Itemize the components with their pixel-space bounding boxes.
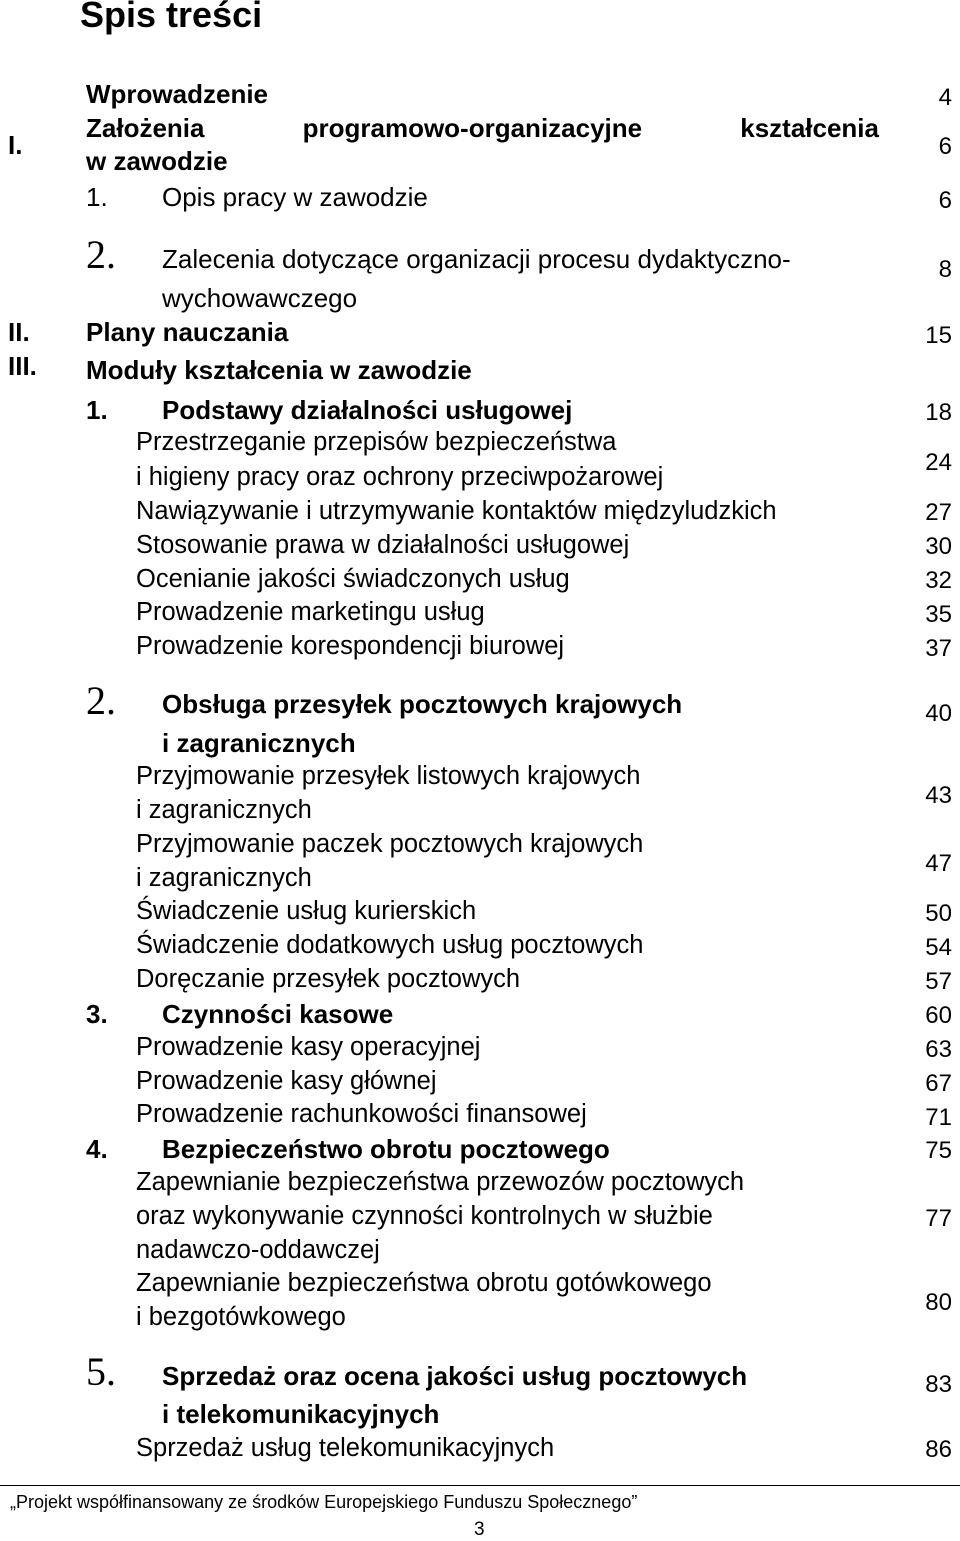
toc-entry-opis-pracy[interactable]: Opis pracy w zawodzie: [162, 182, 428, 212]
toc-page-zalecenia: 8: [938, 256, 952, 283]
toc-entry-plany[interactable]: Plany nauczania: [86, 317, 289, 347]
unit-entry-line2: i zagranicznych: [136, 864, 312, 892]
toc-entry-moduly[interactable]: Moduły kształcenia w zawodzie: [86, 355, 472, 385]
unit-entry[interactable]: Sprzedaż usług telekomunikacyjnych: [136, 1434, 555, 1462]
unit-entry[interactable]: Prowadzenie kasy operacyjnej: [136, 1033, 481, 1061]
toc-word: kształcenia: [740, 113, 879, 143]
unit-page: 71: [925, 1104, 952, 1131]
module-num-1: 1.: [86, 395, 108, 425]
toc-entry-zalozenia[interactable]: [86, 113, 879, 144]
module-title-5-line2: i telekomunikacyjnych: [162, 1399, 440, 1429]
module-title-2[interactable]: Obsługa przesyłek pocztowych krajowych: [162, 689, 683, 719]
toc-word: programowo-organizacyjne: [302, 113, 643, 143]
module-title-4[interactable]: Bezpieczeństwo obrotu pocztowego: [162, 1134, 610, 1164]
unit-page: 32: [925, 567, 952, 594]
module-page-2: 40: [925, 700, 952, 727]
unit-entry-line2: i higieny pracy oraz ochrony przeciwpożarowej: [136, 463, 664, 491]
footer-text: „Projekt współfinansowany ze środków Europejskiego Funduszu Społecznego”: [10, 1492, 638, 1512]
unit-entry[interactable]: Przestrzeganie przepisów bezpieczeństwa: [136, 428, 617, 456]
toc-page-intro: 4: [938, 84, 952, 111]
module-title-5[interactable]: Sprzedaż oraz ocena jakości usług pocztowych: [162, 1361, 748, 1391]
unit-entry[interactable]: Przyjmowanie przesyłek listowych krajowych: [136, 762, 641, 790]
unit-page: 63: [925, 1036, 952, 1063]
module-page-5: 83: [925, 1371, 952, 1398]
unit-entry[interactable]: Prowadzenie marketingu usług: [136, 598, 485, 626]
unit-entry[interactable]: Doręczanie przesyłek pocztowych: [136, 965, 521, 993]
module-page-3: 60: [925, 1002, 952, 1029]
toc-page-opis-pracy: 6: [938, 187, 952, 214]
toc-num-z1: 1.: [86, 182, 108, 212]
unit-page: 54: [925, 934, 952, 961]
page-title: Spis treści: [80, 0, 263, 35]
toc-entry-zalecenia[interactable]: Zalecenia dotyczące organizacji procesu dydaktyczno-: [162, 244, 791, 274]
unit-page: 77: [925, 1205, 952, 1232]
unit-entry[interactable]: Świadczenie usług kurierskich: [136, 897, 477, 925]
unit-page: 80: [925, 1289, 952, 1316]
unit-entry-line2: i bezgotówkowego: [136, 1303, 346, 1331]
unit-page: 50: [925, 900, 952, 927]
unit-entry[interactable]: Przyjmowanie paczek pocztowych krajowych: [136, 830, 644, 858]
module-page-4: 75: [925, 1137, 952, 1164]
unit-entry-line2: i zagranicznych: [136, 796, 312, 824]
unit-page: 37: [925, 635, 952, 662]
unit-entry[interactable]: Prowadzenie rachunkowości finansowej: [136, 1100, 587, 1128]
toc-page-plany: 15: [925, 322, 952, 349]
module-title-3[interactable]: Czynności kasowe: [162, 999, 394, 1029]
unit-entry[interactable]: Prowadzenie korespondencji biurowej: [136, 632, 565, 660]
unit-page: 24: [925, 449, 952, 476]
module-num-4: 4.: [86, 1134, 108, 1164]
page-number: 3: [474, 1519, 485, 1540]
unit-entry[interactable]: Zapewnianie bezpieczeństwa przewozów pocztowych: [136, 1168, 745, 1196]
toc-page-zalozenia: 6: [938, 133, 952, 160]
toc-entry-zalozenia-line2: w zawodzie: [86, 146, 228, 176]
unit-entry-line2: oraz wykonywanie czynności kontrolnych w służbie: [136, 1202, 713, 1230]
footer-divider: [0, 1485, 960, 1486]
unit-page: 35: [925, 601, 952, 628]
unit-entry-line3: nadawczo-oddawczej: [136, 1236, 380, 1264]
unit-page: 30: [925, 533, 952, 560]
toc-word: Założenia: [86, 113, 205, 143]
module-page-1: 18: [925, 399, 952, 426]
unit-entry[interactable]: Prowadzenie kasy głównej: [136, 1067, 437, 1095]
unit-page: 47: [925, 850, 952, 877]
module-title-1[interactable]: Podstawy działalności usługowej: [162, 395, 573, 425]
unit-page: 57: [925, 968, 952, 995]
toc-num-z2: 2.: [86, 232, 116, 277]
unit-entry[interactable]: Stosowanie prawa w działalności usługowej: [136, 531, 630, 559]
unit-entry[interactable]: Świadczenie dodatkowych usług pocztowych: [136, 931, 644, 959]
module-num-5: 5.: [86, 1349, 116, 1394]
toc-entry-intro[interactable]: Wprowadzenie: [86, 79, 269, 109]
unit-entry[interactable]: Zapewnianie bezpieczeństwa obrotu gotówkowego: [136, 1269, 712, 1297]
module-num-3: 3.: [86, 999, 108, 1029]
unit-entry[interactable]: Nawiązywanie i utrzymywanie kontaktów międzyludzkich: [136, 497, 777, 525]
toc-entry-zalecenia-line2: wychowawczego: [162, 283, 358, 313]
module-title-2-line2: i zagranicznych: [162, 728, 356, 758]
unit-entry[interactable]: Ocenianie jakości świadczonych usług: [136, 565, 570, 593]
unit-page: 67: [925, 1070, 952, 1097]
roman-numeral-1: I.: [8, 130, 23, 160]
unit-page: 27: [925, 499, 952, 526]
roman-numeral-3: III.: [8, 351, 37, 381]
unit-page: 86: [925, 1436, 952, 1463]
unit-page: 43: [925, 782, 952, 809]
module-num-2: 2.: [86, 678, 116, 723]
roman-numeral-2: II.: [8, 317, 30, 347]
